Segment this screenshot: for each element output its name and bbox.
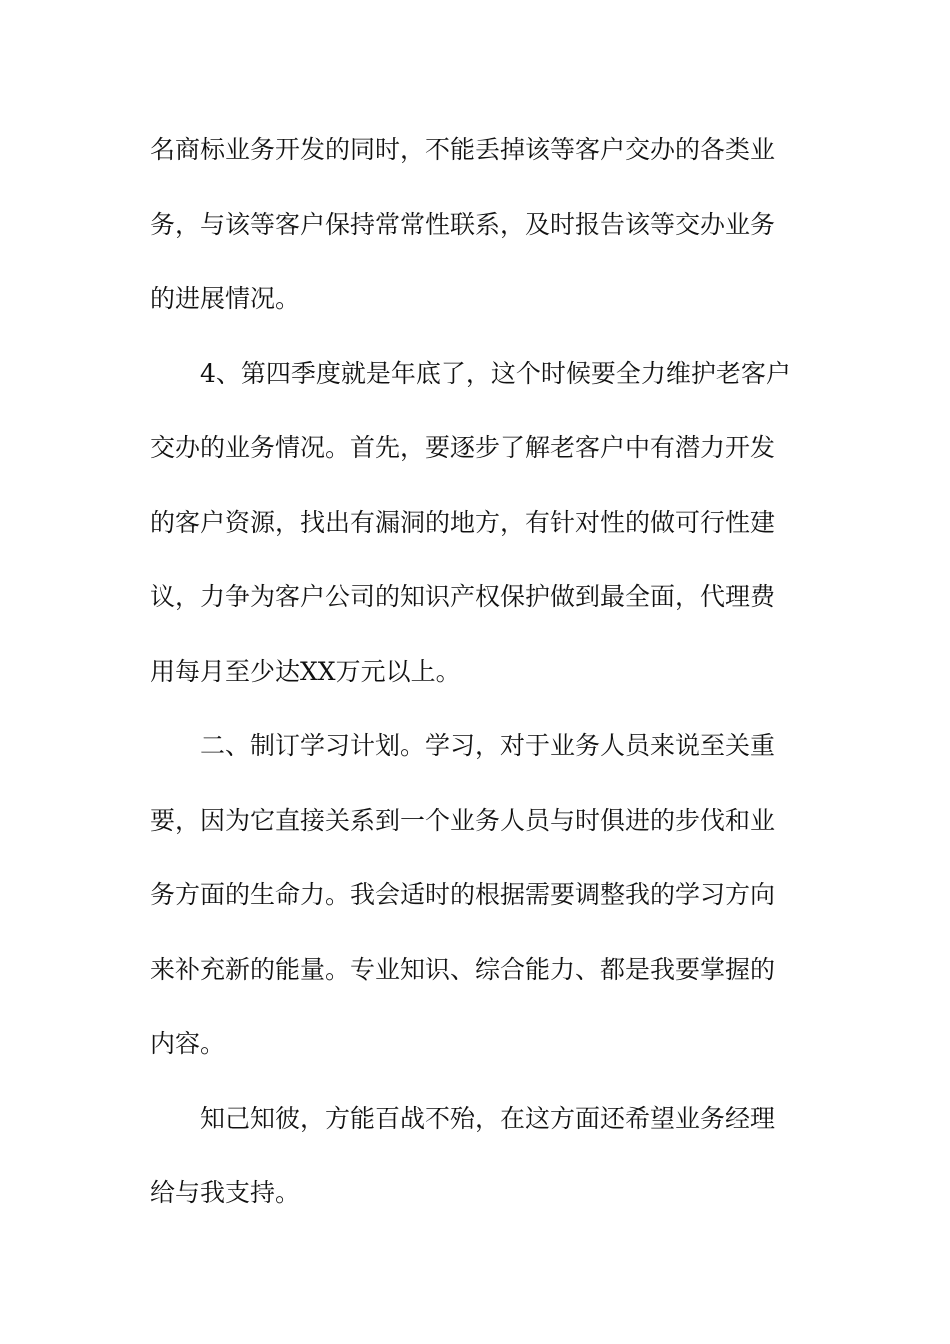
text-line: 的客户资源，找出有漏洞的地方，有针对性的做可行性建 (150, 507, 776, 537)
text-line: 给与我支持。 (150, 1178, 301, 1207)
text-line: 来补充新的能量。专业知识、综合能力、都是我要掌握的 (150, 954, 776, 984)
paragraph-client-followup (150, 113, 800, 337)
text-line: 知己知彼，方能百战不殆，在这方面还希望业务经理 (200, 1103, 776, 1133)
paragraph-closing (150, 1082, 800, 1231)
text-line: 内容。 (150, 1029, 226, 1058)
paragraph-fourth-quarter (150, 337, 800, 710)
text-line: 务，与该等客户保持常常性联系，及时报告该等交办业务 (150, 209, 776, 239)
text-line: 要，因为它直接关系到一个业务人员与时俱进的步伐和业 (150, 805, 776, 835)
text-line: 的进展情况。 (150, 284, 301, 313)
text-line: 4、第四季度就是年底了，这个时候要全力维护老客户 (200, 358, 791, 388)
paragraph-study-plan (150, 709, 800, 1082)
text-line: 议，力争为客户公司的知识产权保护做到最全面，代理费 (150, 582, 776, 611)
text-line: 名商标业务开发的同时，不能丢掉该等客户交办的各类业 (150, 135, 776, 164)
text-line: 用每月至少达XX万元以上。 (150, 656, 461, 686)
text-line: 二、制订学习计划。学习，对于业务人员来说至关重 (200, 731, 776, 760)
document-body (150, 113, 800, 1231)
text-line: 交办的业务情况。首先，要逐步了解老客户中有潜力开发 (150, 433, 776, 462)
text-line: 务方面的生命力。我会适时的根据需要调整我的学习方向 (150, 880, 776, 909)
